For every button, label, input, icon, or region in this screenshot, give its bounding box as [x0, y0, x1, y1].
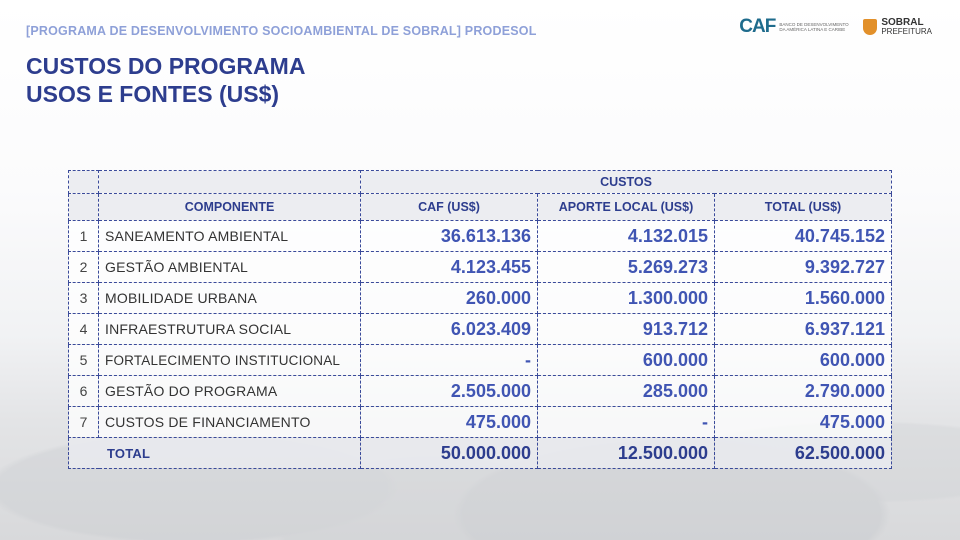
row-component: GESTÃO DO PROGRAMA	[99, 376, 361, 407]
row-number: 7	[69, 407, 99, 438]
title-line-1: CUSTOS DO PROGRAMA	[26, 53, 306, 79]
total-local: 12.500.000	[538, 438, 715, 469]
costs-table	[68, 170, 892, 469]
total-label: TOTAL	[69, 438, 361, 469]
sobral-logo-sub: PREFEITURA	[881, 27, 932, 36]
page-title	[26, 52, 305, 108]
row-local: 4.132.015	[538, 221, 715, 252]
row-number: 3	[69, 283, 99, 314]
row-number: 5	[69, 345, 99, 376]
caf-logo-text: BANCO DE DESENVOLVIMENTO DA AMÉRICA LATINA E CARIBE	[779, 21, 849, 32]
column-header-row	[69, 194, 892, 221]
row-caf: 4.123.455	[361, 252, 538, 283]
logos	[739, 16, 932, 38]
row-component: INFRAESTRUTURA SOCIAL	[99, 314, 361, 345]
costs-group-header: CUSTOS	[361, 171, 892, 194]
col-header-component: COMPONENTE	[99, 194, 361, 221]
row-local: 5.269.273	[538, 252, 715, 283]
sobral-logo	[863, 18, 932, 36]
col-header-local: APORTE LOCAL (US$)	[538, 194, 715, 221]
sobral-logo-name: SOBRAL	[881, 17, 924, 28]
total-caf: 50.000.000	[361, 438, 538, 469]
row-component: SANEAMENTO AMBIENTAL	[99, 221, 361, 252]
group-header-row	[69, 171, 892, 194]
row-caf: -	[361, 345, 538, 376]
total-total: 62.500.000	[715, 438, 892, 469]
sobral-shield-icon	[863, 19, 877, 35]
row-component: MOBILIDADE URBANA	[99, 283, 361, 314]
row-caf: 6.023.409	[361, 314, 538, 345]
row-caf: 36.613.136	[361, 221, 538, 252]
row-local: -	[538, 407, 715, 438]
row-total: 40.745.152	[715, 221, 892, 252]
table-row	[69, 407, 892, 438]
program-name: [PROGRAMA DE DESENVOLVIMENTO SOCIOAMBIENTAL DE SOBRAL] PRODESOL	[26, 24, 537, 38]
row-number: 4	[69, 314, 99, 345]
row-total: 9.392.727	[715, 252, 892, 283]
title-line-2: USOS E FONTES (US$)	[26, 81, 280, 107]
col-header-total: TOTAL (US$)	[715, 194, 892, 221]
row-local: 913.712	[538, 314, 715, 345]
table-row	[69, 376, 892, 407]
row-number: 2	[69, 252, 99, 283]
total-row	[69, 438, 892, 469]
table-row	[69, 283, 892, 314]
table-row	[69, 252, 892, 283]
row-total: 600.000	[715, 345, 892, 376]
caf-logo	[739, 16, 849, 38]
row-total: 6.937.121	[715, 314, 892, 345]
table-row	[69, 345, 892, 376]
row-caf: 475.000	[361, 407, 538, 438]
table-row	[69, 221, 892, 252]
row-total: 1.560.000	[715, 283, 892, 314]
row-component: FORTALECIMENTO INSTITUCIONAL	[99, 345, 361, 376]
row-caf: 2.505.000	[361, 376, 538, 407]
row-local: 285.000	[538, 376, 715, 407]
row-component: CUSTOS DE FINANCIAMENTO	[99, 407, 361, 438]
row-number: 1	[69, 221, 99, 252]
row-component: GESTÃO AMBIENTAL	[99, 252, 361, 283]
caf-logo-mark: CAF	[739, 16, 776, 37]
col-header-caf: CAF (US$)	[361, 194, 538, 221]
row-number: 6	[69, 376, 99, 407]
row-total: 2.790.000	[715, 376, 892, 407]
row-local: 1.300.000	[538, 283, 715, 314]
row-caf: 260.000	[361, 283, 538, 314]
table-row	[69, 314, 892, 345]
row-total: 475.000	[715, 407, 892, 438]
row-local: 600.000	[538, 345, 715, 376]
